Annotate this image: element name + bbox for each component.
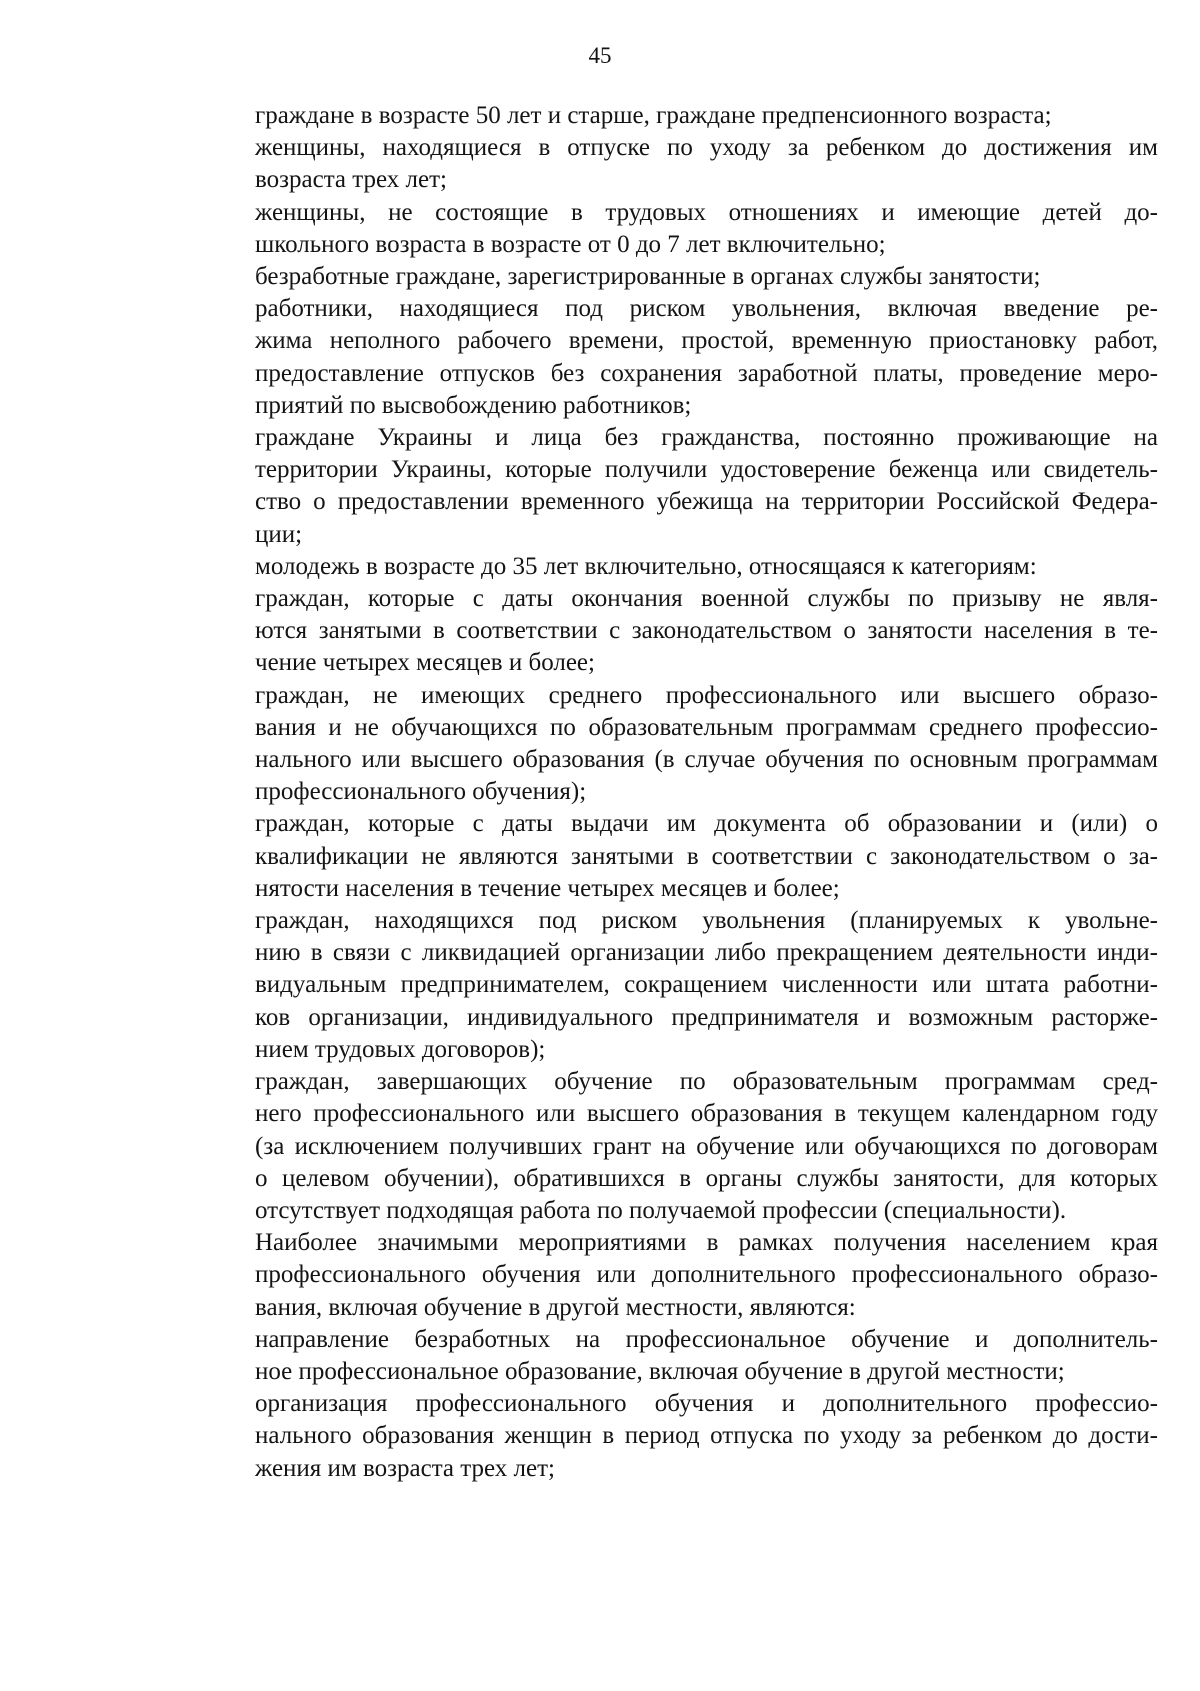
paragraph	[186, 551, 1158, 583]
paragraph	[186, 680, 1158, 809]
text-line: него профессионального или высшего образования в текущем календарном году	[255, 1100, 1158, 1128]
text-line: приятий по высвобождению работников;	[255, 391, 692, 419]
paragraph	[186, 422, 1158, 551]
text-line: (за исключением получивших грант на обучение или обучающихся по договорам	[255, 1132, 1158, 1160]
text-line: нального образования женщин в период отпуска по уходу за ребенком до дости-	[255, 1422, 1158, 1450]
document-body	[186, 100, 1158, 1485]
paragraph	[186, 1066, 1158, 1227]
text-line: вания, включая обучение в другой местности, являются:	[255, 1293, 856, 1321]
text-line: возраста трех лет;	[255, 166, 447, 194]
text-line: школьного возраста в возрасте от 0 до 7 лет включительно;	[255, 230, 886, 258]
text-line: безработные граждане, зарегистрированные в органах службы занятости;	[255, 263, 1041, 291]
text-line: молодежь в возрасте до 35 лет включительно, относящаяся к категориям:	[255, 552, 1037, 580]
paragraph	[186, 197, 1158, 261]
paragraph	[186, 293, 1158, 422]
paragraph	[186, 905, 1158, 1066]
text-line: видуальным предпринимателем, сокращением численности или штата работни-	[255, 971, 1158, 999]
paragraph	[186, 100, 1158, 132]
text-line: организация профессионального обучения и дополнительного профессио-	[255, 1390, 1158, 1418]
page-number: 45	[588, 43, 612, 68]
text-line: работники, находящиеся под риском увольнения, включая введение ре-	[255, 295, 1158, 323]
text-line: квалификации не являются занятыми в соответствии с законодательством о за-	[255, 842, 1158, 870]
text-line: ство о предоставлении временного убежища на территории Российской Федера-	[255, 488, 1158, 516]
text-line: предоставление отпусков без сохранения заработной платы, проведение меро-	[255, 359, 1158, 387]
text-line: граждан, которые с даты выдачи им документа об образовании и (или) о	[255, 810, 1158, 838]
text-line: профессионального обучения или дополнительного профессионального образо-	[255, 1261, 1158, 1289]
paragraph	[186, 808, 1158, 905]
text-line: нятости населения в течение четырех месяцев и более;	[255, 874, 840, 902]
text-line: ное профессиональное образование, включая обучение в другой местности;	[255, 1357, 1065, 1385]
text-line: жения им возраста трех лет;	[255, 1454, 555, 1482]
text-line: граждан, которые с даты окончания военной службы по призыву не явля-	[255, 585, 1158, 613]
text-line: территории Украины, которые получили удостоверение беженца или свидетель-	[255, 456, 1158, 484]
paragraph	[186, 261, 1158, 293]
text-line: граждан, находящихся под риском увольнения (планируемых к увольне-	[255, 907, 1158, 935]
paragraph	[186, 1324, 1158, 1388]
text-line: граждан, завершающих обучение по образовательным программам сред-	[255, 1068, 1158, 1096]
text-line: чение четырех месяцев и более;	[255, 649, 595, 677]
text-line: вания и не обучающихся по образовательным программам среднего профессио-	[255, 713, 1158, 741]
text-line: направление безработных на профессиональное обучение и дополнитель-	[255, 1325, 1158, 1353]
text-line: жима неполного рабочего времени, простой, временную приостановку работ,	[255, 327, 1158, 355]
paragraph	[186, 1227, 1158, 1324]
paragraph	[186, 583, 1158, 680]
text-line: отсутствует подходящая работа по получаемой профессии (специальности).	[255, 1196, 1067, 1224]
text-line: женщины, находящиеся в отпуске по уходу за ребенком до достижения им	[255, 134, 1158, 162]
paragraph	[186, 1388, 1158, 1485]
text-line: профессионального обучения);	[255, 778, 587, 806]
text-line: ции;	[255, 520, 303, 548]
text-line: ются занятыми в соответствии с законодательством о занятости населения в те-	[255, 617, 1158, 645]
text-line: граждане в возрасте 50 лет и старше, граждане предпенсионного возраста;	[255, 102, 1052, 129]
text-line: Наиболее значимыми мероприятиями в рамках получения населением края	[255, 1229, 1158, 1257]
paragraph	[186, 132, 1158, 196]
text-line: женщины, не состоящие в трудовых отношениях и имеющие детей до-	[255, 198, 1158, 226]
text-line: нального или высшего образования (в случае обучения по основным программам	[255, 746, 1158, 774]
text-line: граждан, не имеющих среднего профессионального или высшего образо-	[255, 681, 1158, 709]
text-line: ков организации, индивидуального предпринимателя и возможным расторже-	[255, 1003, 1158, 1031]
text-line: граждане Украины и лица без гражданства, постоянно проживающие на	[255, 424, 1158, 452]
text-line: о целевом обучении), обратившихся в органы службы занятости, для которых	[255, 1164, 1158, 1192]
text-line: нием трудовых договоров);	[255, 1035, 546, 1063]
text-line: нию в связи с ликвидацией организации либо прекращением деятельности инди-	[255, 939, 1158, 967]
